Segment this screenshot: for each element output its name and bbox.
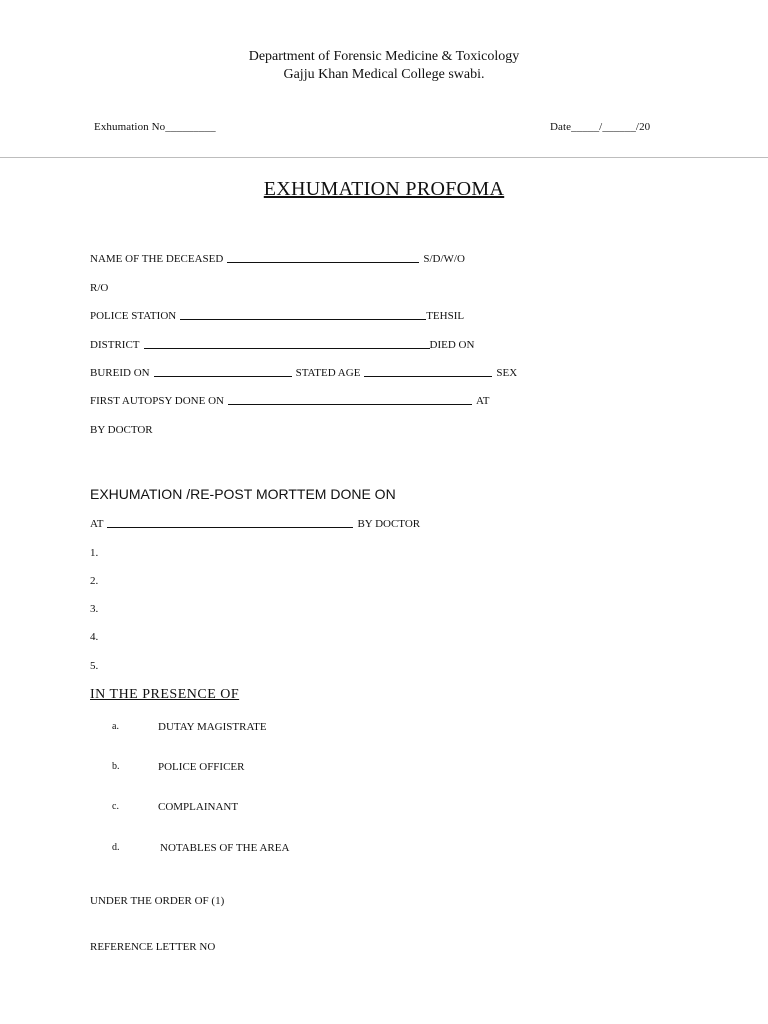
department-name: Department of Forensic Medicine & Toxicology (248, 49, 520, 64)
item-marker: b. (112, 761, 120, 772)
police-station-label: POLICE STATION (90, 310, 177, 322)
complainant-label: COMPLAINANT (158, 801, 239, 813)
presence-heading: IN THE PRESENCE OF (90, 687, 240, 702)
name-of-deceased-label: NAME OF THE DECEASED (90, 253, 224, 265)
college-name: Gajju Khan Medical College swabi. (283, 67, 485, 82)
page-title: EXHUMATION PROFOMA (263, 178, 505, 200)
header-divider (0, 157, 768, 158)
magistrate-label: DUTAY MAGISTRATE (158, 721, 267, 733)
row-by-doctor (90, 422, 677, 436)
item-marker: c. (112, 801, 119, 812)
stated-age-label: STATED AGE (295, 367, 361, 379)
exhumation-heading: EXHUMATION /RE-POST MORTTEM DONE ON (90, 486, 396, 502)
row-first-autopsy (90, 393, 677, 407)
numbered-line (90, 573, 677, 587)
numbered-line (90, 629, 677, 643)
by-doctor-label: BY DOCTOR (90, 424, 153, 436)
sdwo-label: S/D/W/O (423, 253, 465, 265)
stated-age-input[interactable] (364, 376, 492, 377)
tehsil-label: TEHSIL (426, 310, 465, 322)
first-autopsy-at-label: AT (475, 395, 490, 407)
row-deceased (90, 251, 677, 265)
item-marker: d. (112, 842, 120, 853)
row-police-station (90, 308, 677, 322)
ro-label: R/O (90, 282, 109, 294)
notables-label: NOTABLES OF THE AREA (160, 842, 290, 854)
date-field[interactable]: Date_____/______/20 (550, 121, 651, 133)
line-number: 5. (90, 660, 99, 672)
first-autopsy-input[interactable] (228, 404, 472, 405)
district-label: DISTRICT (90, 339, 140, 351)
exhumation-by-doctor-label: BY DOCTOR (357, 518, 421, 530)
line-number: 3. (90, 603, 99, 615)
line-number: 2. (90, 575, 99, 587)
item-marker: a. (112, 721, 119, 732)
district-input[interactable] (144, 348, 430, 349)
reference-letter-label: REFERENCE LETTER NO (90, 941, 216, 953)
died-on-label: DIED ON (429, 339, 475, 351)
name-of-deceased-input[interactable] (227, 262, 419, 263)
exhumation-no-field[interactable]: Exhumation No_________ (94, 121, 216, 133)
numbered-line (90, 601, 677, 615)
row-reference-letter (90, 939, 677, 953)
presence-item-magistrate (158, 719, 677, 733)
numbered-line (90, 658, 677, 672)
numbered-line (90, 545, 677, 559)
line-number: 4. (90, 631, 99, 643)
line-number: 1. (90, 547, 99, 559)
first-autopsy-label: FIRST AUTOPSY DONE ON (90, 395, 224, 407)
row-under-order (90, 893, 677, 907)
row-ro (90, 280, 677, 294)
bureid-on-label: BUREID ON (90, 367, 150, 379)
bureid-on-input[interactable] (154, 376, 292, 377)
under-order-label: UNDER THE ORDER OF (1) (90, 895, 225, 907)
row-exhumation-done-on (90, 482, 677, 500)
sex-label: SEX (496, 367, 518, 379)
row-district (90, 337, 677, 351)
row-exhumation-at (90, 516, 677, 530)
presence-item-notables (160, 840, 673, 854)
presence-item-police-officer (158, 759, 677, 773)
police-station-input[interactable] (180, 319, 426, 320)
exhumation-at-label: AT (90, 518, 104, 530)
police-officer-label: POLICE OFFICER (158, 761, 245, 773)
presence-item-complainant (158, 799, 677, 813)
exhumation-at-input[interactable] (107, 527, 353, 528)
row-burial (90, 365, 677, 379)
